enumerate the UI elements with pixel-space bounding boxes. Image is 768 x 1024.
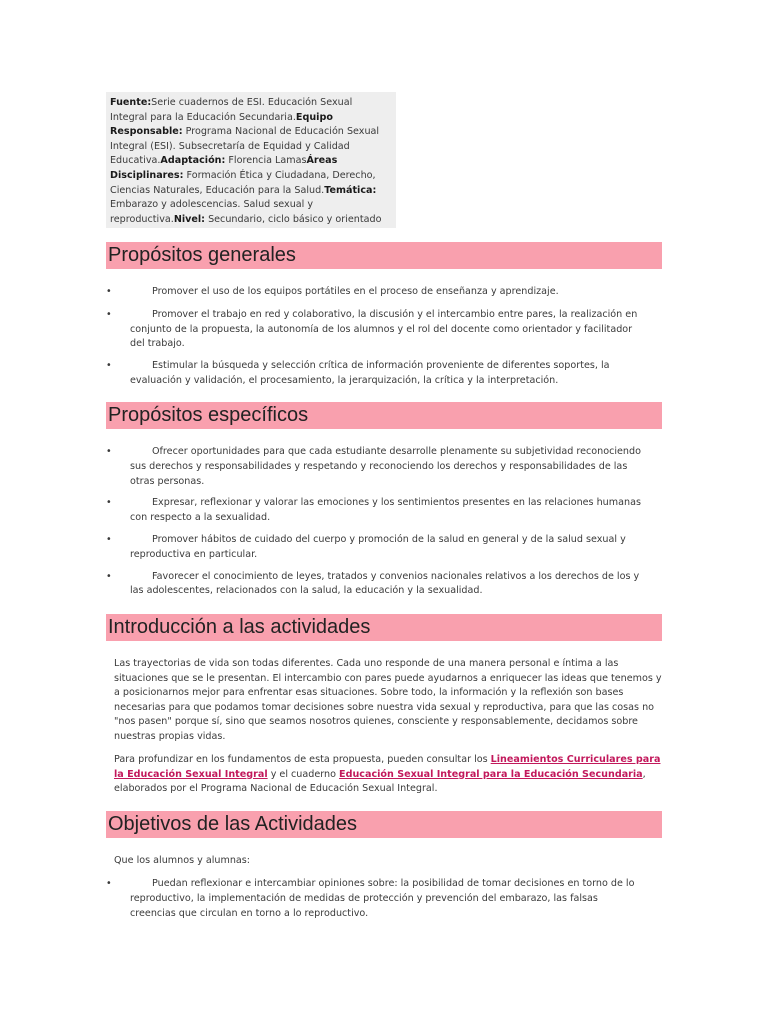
list-item xyxy=(106,285,646,300)
bullet-icon: • xyxy=(106,570,112,582)
list-item-text: Ofrecer oportunidades para que cada estudiante desarrolle plenamente su subjetividad reconociendo sus derechos y responsabilidades y respetando y reconociendo los derechos y responsabilidades de las otras personas. xyxy=(130,446,641,487)
tematica-text: Embarazo y adolescencias. Salud sexual y reproductiva. xyxy=(110,199,314,225)
list-item-text: Estimular la búsqueda y selección crítica de información proveniente de diferentes soportes, la evaluación y validación, el procesamiento, la jerarquización, la crítica y la interpretación. xyxy=(130,360,610,386)
adaptacion-label: Adaptación: xyxy=(160,155,226,167)
list-item xyxy=(106,570,646,600)
references-text-after: , elaborados por el Programa Nacional de Educación Sexual Integral. xyxy=(114,768,646,795)
heading-propositos-generales: Propósitos generales xyxy=(106,242,662,269)
bullet-icon: • xyxy=(106,497,112,509)
list-item-text: Promover el trabajo en red y colaborativo, la discusión y el intercambio entre pares, la realización en conjunto de la propuesta, la autonomía de los alumnos y el rol del docente como orientador y facilitador del trabajo. xyxy=(130,308,638,350)
bullet-icon: • xyxy=(106,446,112,457)
link-lineamientos-curriculares[interactable]: Lineamientos Curriculares para la Educación Sexual Integral xyxy=(114,754,661,780)
list-item xyxy=(106,877,646,921)
bullet-icon: • xyxy=(106,286,112,297)
list-item-text: Promover el uso de los equipos portátiles en el proceso de enseñanza y aprendizaje. xyxy=(152,286,559,297)
equipo-label: Equipo Responsable: xyxy=(110,111,333,138)
intro-references-paragraph xyxy=(114,753,664,797)
bullet-icon: • xyxy=(106,533,112,545)
areas-text: Formación Ética y Ciudadana, Derecho, Ciencias Naturales, Educación para la Salud. xyxy=(110,169,376,196)
references-text-middle: y el cuaderno xyxy=(267,768,340,780)
list-item xyxy=(106,445,646,489)
list-item xyxy=(106,496,646,526)
bullet-icon: • xyxy=(106,308,112,320)
areas-label: Áreas Disciplinares: xyxy=(110,155,338,181)
nivel-label: Nivel: xyxy=(173,213,206,225)
source-info-box xyxy=(106,92,396,228)
link-cuaderno-esi-secundaria[interactable]: Educación Sexual Integral para la Educación Secundaria xyxy=(339,768,643,780)
list-item-text: Promover hábitos de cuidado del cuerpo y promoción de la salud en general y de la salud sexual y reproductiva en particular. xyxy=(130,533,626,560)
adaptacion-text: Florencia Lamas xyxy=(225,155,307,167)
list-item xyxy=(106,359,646,389)
list-item-text: Favorecer el conocimiento de leyes, tratados y convenios nacionales relativos a los derechos de los y las adolescentes, relacionados con la salud, la educación y la sexualidad. xyxy=(130,570,640,597)
list-propositos-especificos xyxy=(106,445,646,599)
list-item-text: Expresar, reflexionar y valorar las emociones y los sentimientos presentes en las relaciones humanas con respecto a la sexualidad. xyxy=(130,497,641,524)
fuente-text: Serie cuadernos de ESI. Educación Sexual Integral para la Educación Secundaria. xyxy=(110,97,353,123)
nivel-text: Secundario, ciclo básico y orientado xyxy=(205,213,382,225)
tematica-label: Temática: xyxy=(324,184,377,196)
equipo-text: Programa Nacional de Educación Sexual Integral (ESI). Subsecretaría de Equidad y Calidad Educativa. xyxy=(110,126,380,167)
intro-paragraph: Las trayectorias de vida son todas diferentes. Cada uno responde de una manera personal e íntima a las situaciones que se le presentan. El intercambio con pares puede ayudarnos a enriquecer las ideas que tenemos y a posicionarnos mejor para enfrentar esas situaciones. Sobre todo, la información y la reflexión son bases necesarias para que podamos tomar decisiones sobre nuestra vida sexual y reproductiva, para que las cosas no "nos pasen" porque sí, sino que seamos nosotros quienes, consciente y responsablemente, decidamos sobre nuestras propias vidas. xyxy=(114,658,662,742)
list-objetivos xyxy=(106,877,646,921)
heading-propositos-especificos: Propósitos específicos xyxy=(106,402,662,429)
heading-introduccion: Introducción a las actividades xyxy=(106,614,662,641)
heading-objetivos: Objetivos de las Actividades xyxy=(106,811,662,838)
objetivos-intro: Que los alumnos y alumnas: xyxy=(114,855,251,866)
references-text-before: Para profundizar en los fundamentos de esta propuesta, pueden consultar los xyxy=(114,754,491,765)
bullet-icon: • xyxy=(106,360,112,372)
list-propositos-generales xyxy=(106,285,646,389)
list-item xyxy=(106,533,646,563)
bullet-icon: • xyxy=(106,878,112,889)
fuente-label: Fuente: xyxy=(110,97,152,108)
list-item xyxy=(106,308,646,352)
list-item-text: Puedan reflexionar e intercambiar opiniones sobre: la posibilidad de tomar decisiones en torno de lo reproductivo, la implementación de medidas de protección y prevención del embarazo, las falsas creencias que circulan en torno a lo reproductivo. xyxy=(130,878,635,919)
